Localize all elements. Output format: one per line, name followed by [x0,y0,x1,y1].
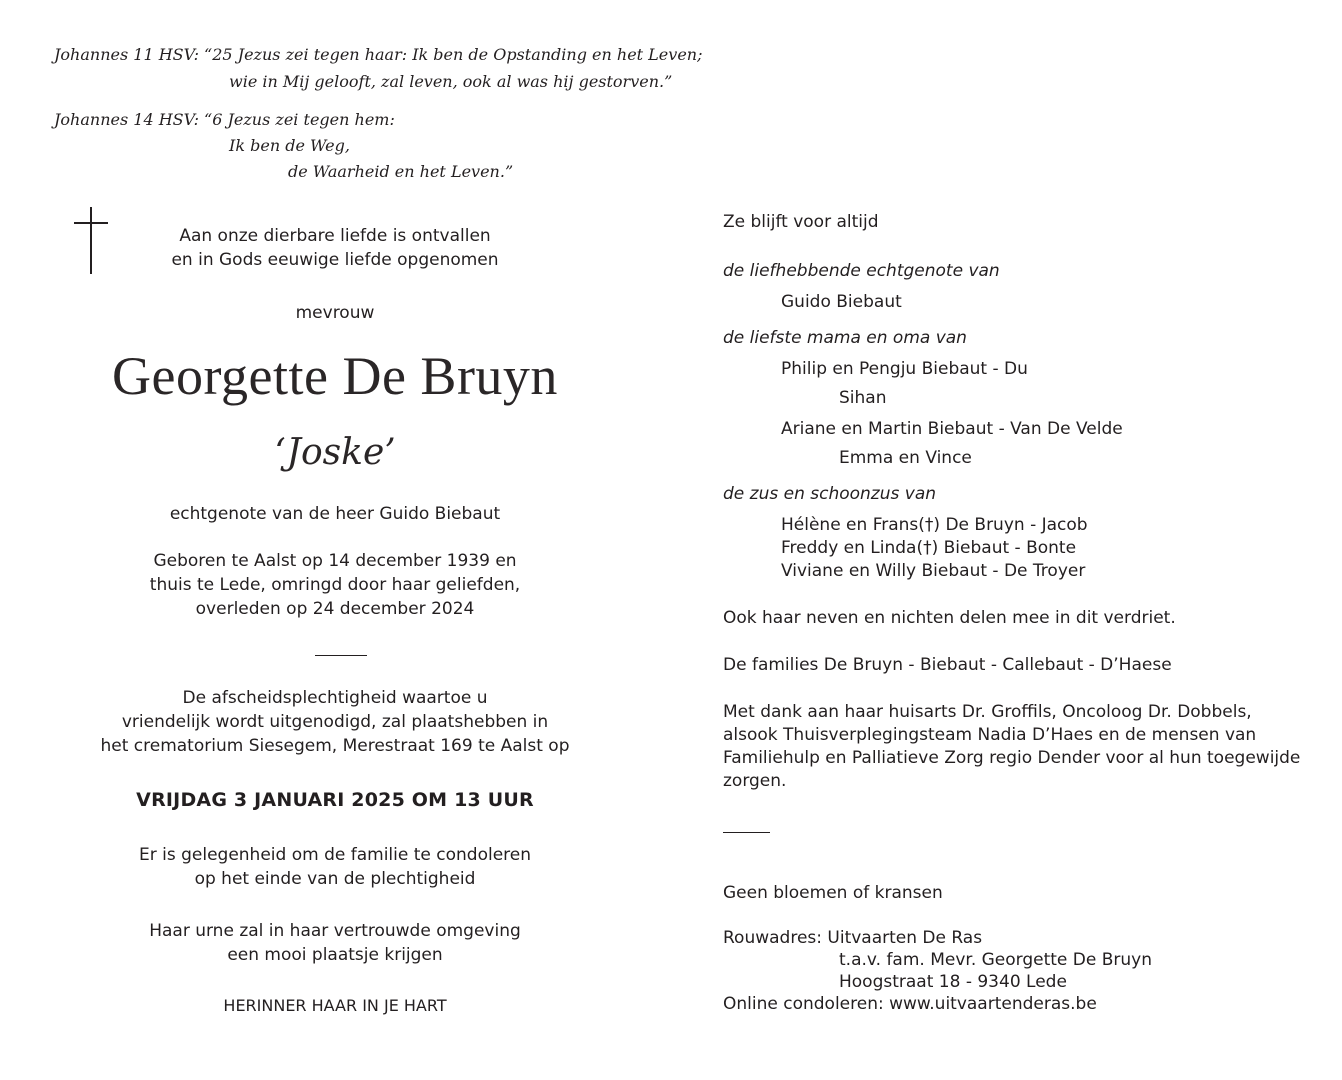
born-line-2: thuis te Lede, omringd door haar geliefden, [149,575,521,595]
deceased-name: Georgette De Bruyn [112,346,558,406]
ceremony-date: VRIJDAG 3 JANUARI 2025 OM 13 UUR [136,789,534,811]
verse-john11-line1: Johannes 11 HSV: “25 Jezus zei tegen haar: Ik ben de Opstanding en het Leven; [54,45,703,64]
heading-spouse: de liefhebbende echtgenote van [723,261,1000,281]
grandchild-1: Sihan [839,388,887,408]
verse-john11-line2: wie in Mij gelooft, zal leven, ook al was hij gestorven.” [229,72,673,91]
intro-line-2: en in Gods eeuwige liefde opgenomen [171,250,499,270]
address-line-2: t.a.v. fam. Mevr. Georgette De Bruyn [839,950,1153,970]
verse-john14-line2: Ik ben de Weg, [229,136,350,155]
forever-line: Ze blijft voor altijd [723,212,879,232]
divider-right [723,832,770,833]
born-line-1: Geboren te Aalst op 14 december 1939 en [153,551,517,571]
ceremony-line-3: het crematorium Siesegem, Merestraat 169 te Aalst op [100,736,570,756]
urn-line-1: Haar urne zal in haar vertrouwde omgeving [149,921,521,941]
ceremony-line-2: vriendelijk wordt uitgenodigd, zal plaatshebben in [121,712,549,732]
heading-children: de liefste mama en oma van [723,328,967,348]
thanks-line-4: zorgen. [723,771,787,791]
sibling-1: Hélène en Frans(†) De Bruyn - Jacob [781,515,1088,535]
title-mevrouw: mevrouw [295,303,375,323]
verse-john14-line1: Johannes 14 HSV: “6 Jezus zei tegen hem: [54,110,395,129]
address-line-3: Hoogstraat 18 - 9340 Lede [839,972,1067,992]
child-2: Ariane en Martin Biebaut - Van De Velde [781,419,1123,439]
spouse-line: echtgenote van de heer Guido Biebaut [169,504,501,524]
born-line-3: overleden op 24 december 2024 [195,599,475,619]
deceased-nickname: ‘Joske’ [274,432,396,473]
address-line-1: Rouwadres: Uitvaarten De Ras [723,928,983,948]
intro-line-1: Aan onze dierbare liefde is ontvallen [179,226,491,246]
online-condolences: Online condoleren: www.uitvaartenderas.be [723,994,1097,1014]
no-flowers-line: Geen bloemen of kransen [723,883,943,903]
divider-left [315,655,367,656]
child-1: Philip en Pengju Biebaut - Du [781,359,1028,379]
thanks-line-1: Met dank aan haar huisarts Dr. Groffils, Oncoloog Dr. Dobbels, [723,702,1252,722]
sibling-3: Viviane en Willy Biebaut - De Troyer [781,561,1086,581]
urn-line-2: een mooi plaatsje krijgen [227,945,443,965]
thanks-line-3: Familiehulp en Palliatieve Zorg regio Dender voor al hun toegewijde [723,748,1301,768]
thanks-line-2: alsook Thuisverplegingsteam Nadia D’Haes en de mensen van [723,725,1257,745]
verse-john14-line3: de Waarheid en het Leven.” [288,162,514,181]
remember-line: HERINNER HAAR IN JE HART [223,996,447,1015]
spouse-name: Guido Biebaut [781,292,902,312]
heading-siblings: de zus en schoonzus van [723,484,937,504]
families-line: De families De Bruyn - Biebaut - Callebaut - D’Haese [723,655,1172,675]
condole-line-1: Er is gelegenheid om de familie te condoleren [138,845,531,865]
grandchild-2: Emma en Vince [839,448,972,468]
cousins-line: Ook haar neven en nichten delen mee in dit verdriet. [723,608,1176,628]
condole-line-2: op het einde van de plechtigheid [194,869,476,889]
ceremony-line-1: De afscheidsplechtigheid waartoe u [182,688,488,708]
sibling-2: Freddy en Linda(†) Biebaut - Bonte [781,538,1077,558]
